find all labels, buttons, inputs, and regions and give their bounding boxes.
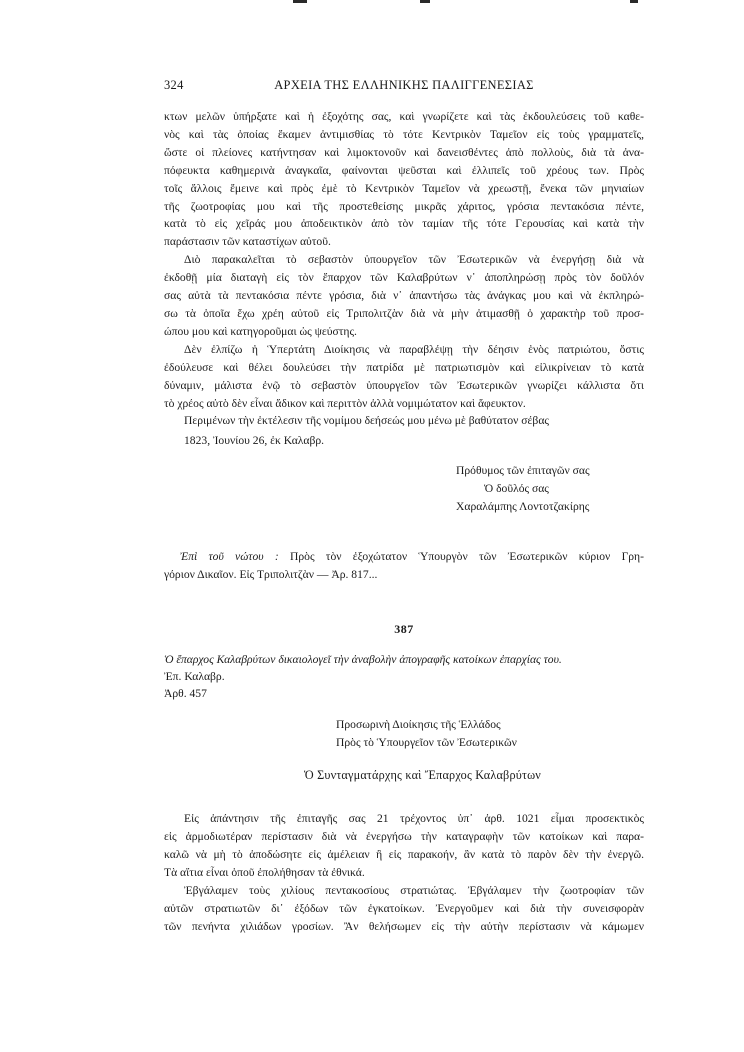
signature-closing: Πρόθυμος τῶν ἐπιταγῶν σας bbox=[456, 464, 590, 478]
running-title: ΑΡΧΕΙΑ ΤΗΣ ΕΛΛΗΝΙΚΗΣ ΠΑΛΙΓΓΕΝΕΣΙΑΣ bbox=[274, 78, 534, 92]
recipient-block bbox=[336, 716, 644, 752]
recipient-line: Προσωρινὴ Διοίκησις τῆς Ἑλλάδος bbox=[336, 718, 501, 732]
text-line: Εἰς ἀπάντησιν τῆς ἐπιταγῆς σας 21 τρέχοντος ὑπ᾽ ἀρθ. 1021 εἶμαι προσεκτικὸς bbox=[184, 812, 644, 826]
document-387 bbox=[164, 622, 644, 935]
paragraph-2 bbox=[164, 251, 644, 341]
text-line: τὸ χρέος αὐτὸ δὲν εἶναι ἄδικον καὶ περιττὸν ἀλλὰ νομιμώτατον καὶ ἄφευκτον. bbox=[164, 396, 526, 410]
recipient-line: Πρὸς τὸ Ὑπουργεῖον τῶν Ἐσωτερικῶν bbox=[336, 736, 517, 750]
verso-note bbox=[164, 548, 644, 584]
text-line: Περιμένων τὴν ἐκτέλεσιν τῆς νομίμου δεήσεώς μου μένω μὲ βαθύτατον σέβας bbox=[184, 414, 549, 428]
sender-line: Ὁ Συνταγματάρχης καὶ Ἔπαρχος Καλαβρύτων bbox=[304, 768, 542, 783]
verso-text: Πρὸς τὸν ἐξοχώτατον Ὑπουργὸν τῶν Ἐσωτερικῶν κύριον Γρη- bbox=[289, 550, 644, 564]
document-386 bbox=[164, 108, 644, 584]
text-line: κτων μελῶν ὑπήρξατε καὶ ἡ ἐξοχότης σας, καὶ γνωρίζετε καὶ τὰς ἐκδουλεύσεις τοῦ καθε- bbox=[164, 110, 644, 123]
scan-edge-mark bbox=[630, 0, 638, 3]
text-line: καλῶ νὰ μὴ τὸ ἀποδώσητε εἰς ἀμέλειαν ἢ εἰς παρακοήν, ἂν κατὰ τὸ παρὸν δὲν τὴν ἐνεργῶ. bbox=[164, 847, 644, 861]
reference-line: Ἐπ. Καλαβρ. bbox=[164, 670, 225, 684]
document-page bbox=[164, 78, 644, 935]
text-line: κατὰ τὸ εἰς χεῖράς μου ἀποδεικτικὸν ἀπὸ τὸν ταμίαν τῆς τότε Γερουσίας καὶ κατὰ τὴν bbox=[164, 217, 644, 231]
text-line: σω τὰ ὁποῖα ἔχω χρέη αὐτοῦ εἰς Τριπολιτζὰν διὰ νὰ μὴν ἀτιμασθῇ ὁ χαρακτὴρ τοῦ προσ- bbox=[164, 306, 644, 320]
text-line: τοῖς ἄλλοις ἔμεινε καὶ πρὸς ἐμὲ τὸ Κεντρικὸν Ταμεῖον νὰ χρεωστῇ, ἔνεκα τῶν μηνιαίων bbox=[164, 181, 644, 195]
page-header bbox=[164, 78, 644, 98]
verso-label: Ἐπὶ τοῦ νώτου : bbox=[180, 550, 279, 564]
text-line: εἰς ἁρμοδιωτέραν περίστασιν διὰ νὰ ἐνεργήσω τὴν καταγραφὴν τῶν κατοίκων καὶ παρα- bbox=[164, 830, 644, 844]
text-line: Δὲν ἐλπίζω ἡ Ὑπερτάτη Διοίκησις νὰ παραβλέψῃ τὴν δέησιν ἑνὸς πατριώτου, ὅστις bbox=[184, 342, 644, 356]
paragraph-4 bbox=[164, 412, 644, 430]
paragraph-3 bbox=[164, 341, 644, 413]
signature-block bbox=[456, 462, 644, 516]
text-line: δύναμιν, μάλιστα ἐνῷ τὸ σεβαστὸν ὑπουργεῖον τῶν Ἐσωτερικῶν γνωρίζει κάλλιστα ὅτι bbox=[164, 378, 644, 392]
text-line: ἐδούλευσε καὶ θέλει δουλεύσει τὴν πατρίδα μὲ πατριωτισμὸν καὶ εἰλικρίνειαν τὸ κατὰ bbox=[164, 360, 644, 374]
document-number: 387 bbox=[394, 622, 414, 637]
paragraph-1 bbox=[164, 108, 644, 251]
page-number: 324 bbox=[164, 78, 184, 92]
text-line: τῶν πενήντα χιλιάδων γροσίων. Ἂν θελήσωμεν εἰς τὴν αὐτὴν περίστασιν νὰ κάμωμεν bbox=[164, 919, 644, 933]
paragraph-2 bbox=[164, 882, 644, 936]
document-summary: Ὁ ἔπαρχος Καλαβρύτων δικαιολογεῖ τὴν ἀναβολὴν ἀπογραφῆς κατοίκων ἐπαρχίας του. bbox=[164, 653, 562, 667]
text-line: νὸς καὶ τὰς ὁποίας ἔκαμεν ἀντιμισθίας τὸ τότε Κεντρικὸν Ταμεῖον εἰς τοὺς γραμματεῖς, bbox=[164, 127, 644, 141]
text-line: παράστασιν τῶν καταστίχων αὐτοῦ. bbox=[164, 235, 331, 249]
scan-edge-mark bbox=[293, 0, 307, 3]
date-line: 1823, Ἰουνίου 26, ἐκ Καλαβρ. bbox=[184, 434, 325, 448]
scan-edge-mark bbox=[420, 0, 430, 3]
text-line: Τὰ αἴτια εἶναι ὁποῦ ἐπολήθησαν τὰ ἐθνικά. bbox=[164, 865, 365, 879]
signature-servant: Ὁ δοῦλός σας bbox=[484, 482, 549, 496]
text-line bbox=[164, 548, 644, 566]
reference-line: Ἀρθ. 457 bbox=[164, 687, 207, 701]
paragraph-1 bbox=[164, 810, 644, 882]
text-line: τῆς ζωοτροφίας μου καὶ τῆς προστεθείσης μικρᾶς χάριτος, γρόσια πεντακόσια πέντε, bbox=[164, 199, 644, 213]
text-line: ώπου μου καὶ κατηγοροῦμαι ὡς ψεύστης. bbox=[164, 324, 357, 338]
text-line: ἐκδοθῇ μία διαταγὴ εἰς τὸν ἔπαρχον τῶν Καλαβρύτων ν᾽ ἀποπληρώσῃ πρὸς τὸν δοῦλόν bbox=[164, 271, 644, 285]
text-line: σας αὐτὰ τὰ πεντακόσια πέντε γρόσια, διὰ ν᾽ ἀπαντήσω τὰς ἀνάγκας μου καὶ νὰ ἐκπληρώ- bbox=[164, 289, 644, 303]
text-line: πόφευκτα καθημερινὰ ἀναγκαῖα, φαίνονται ψεῦσται καὶ ἐλλιπεῖς τοῦ χρέους των. Πρὸς bbox=[164, 163, 644, 177]
text-line: Ἐβγάλαμεν τοὺς χιλίους πεντακοσίους στρατιώτας. Ἐβγάλαμεν τὴν ζωοτροφίαν τῶν bbox=[184, 883, 644, 897]
text-line: γόριον Δικαῖον. Εἰς Τριπολιτζὰν — Ἀρ. 817... bbox=[164, 568, 378, 582]
signature-name: Χαραλάμπης Λοντοτζακίρης bbox=[456, 500, 590, 514]
text-line: αὐτῶν στρατιωτῶν δι᾽ ἐξόδων τῶν ἐγκατοίκων. Ἐνεργοῦμεν καὶ διὰ τὴν συνεισφορὰν bbox=[164, 901, 644, 915]
text-line: Διὸ παρακαλεῖται τὸ σεβαστὸν ὑπουργεῖον τῶν Ἐσωτερικῶν νὰ ἐνεργήσῃ διὰ νὰ bbox=[184, 253, 644, 267]
text-line: ὥστε οἱ πλείονες κατήντησαν καὶ λιμοκτονοῦν καὶ δανεισθέντες ἀπὸ πολλοὺς, διὰ τὰ ἀνα- bbox=[164, 145, 644, 159]
